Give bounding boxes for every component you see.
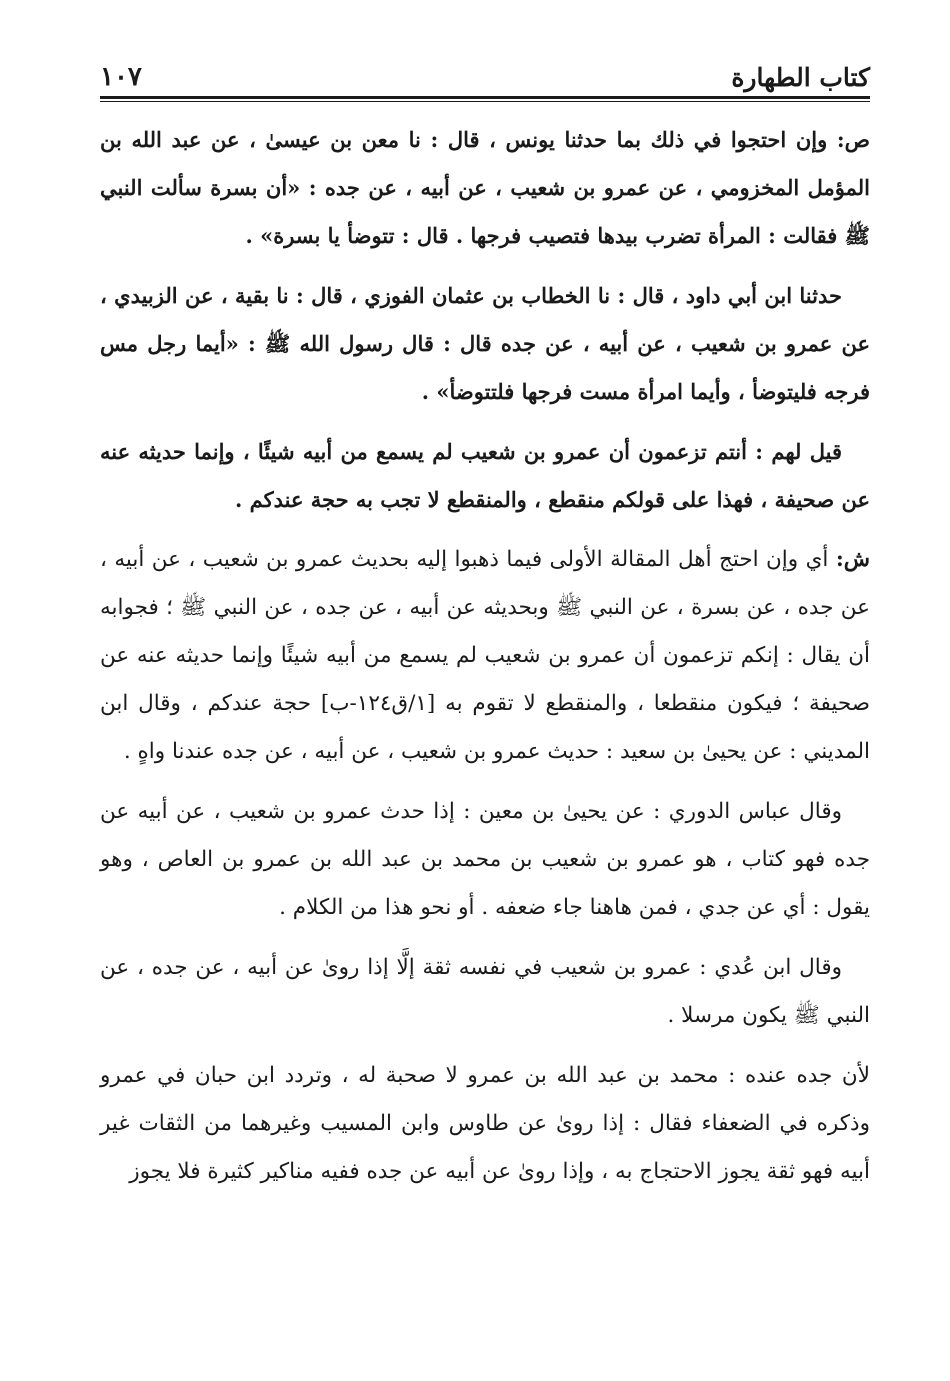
book-page — [100, 48, 870, 1208]
paragraph-sharh-3 — [100, 944, 870, 1040]
paragraph-sharh-1 — [100, 536, 870, 776]
page-header — [100, 48, 870, 99]
sharh-label: ش: — [835, 547, 870, 572]
paragraph-sharh-4 — [100, 1052, 870, 1196]
paragraph-matn-3 — [100, 428, 870, 524]
header-rule — [100, 101, 870, 102]
page-number: ١٠٧ — [100, 62, 142, 92]
paragraph-text: قيل لهم : أنتم تزعمون أن عمرو بن شعيب لم يسمع من أبيه شيئًا ، وإنما حديثه عنه عن صحيفة ، فهذا على قولكم منقطع ، والمنقطع لا تجب به حجة عندكم . — [100, 439, 870, 512]
paragraph-text: أي وإن احتج أهل المقالة الأولى فيما ذهبوا إليه بحديث عمرو بن شعيب ، عن أبيه ، عن جده ، عن بسرة ، عن النبي ﷺ وبحديثه عن أبيه ، عن جده ، عن النبي ﷺ ؛ فجوابه أن يقال : إنكم تزعمون أن عمرو بن شعيب لم يسمع من أبيه شيئًا وإنما حديثه عنه عن صحيفة ؛ فيكون منقطعا ، والمنقطع لا تقوم به [١/ق١٢٤-ب] حجة عندكم ، وقال ابن المديني : عن يحيىٰ بن سعيد : حديث عمرو بن شعيب ، عن أبيه ، عن جده عندنا واهٍ . — [100, 547, 871, 764]
page-body — [100, 116, 870, 1196]
paragraph-matn-2 — [100, 272, 870, 416]
paragraph-text: وقال عباس الدوري : عن يحيىٰ بن معين : إذا حدث عمرو بن شعيب ، عن أبيه عن جده فهو كتاب ، هو عمرو بن شعيب بن محمد بن عبد الله بن عمرو بن العاص ، وهو يقول : أي عن جدي ، فمن هاهنا جاء ضعفه . أو نحو هذا من الكلام . — [100, 799, 870, 920]
matn-label: ص: — [836, 127, 870, 152]
paragraph-text: وإن احتجوا في ذلك بما حدثنا يونس ، قال : نا معن بن عيسىٰ ، عن عبد الله بن المؤمل المخزومي ، عن عمرو بن شعيب ، عن أبيه ، عن جده : «أن بسرة سألت النبي ﷺ فقالت : المرأة تضرب بيدها فتصيب فرجها . قال : تتوضأ يا بسرة» . — [100, 127, 870, 248]
paragraph-matn-1 — [100, 116, 870, 260]
book-title: كتاب الطهارة — [731, 63, 870, 92]
paragraph-text: وقال ابن عُدي : عمرو بن شعيب في نفسه ثقة إلَّا إذا روىٰ عن أبيه ، عن جده ، عن النبي ﷺ يكون مرسلا . — [100, 955, 870, 1028]
paragraph-sharh-2 — [100, 788, 870, 932]
paragraph-text: حدثنا ابن أبي داود ، قال : نا الخطاب بن عثمان الفوزي ، قال : نا بقية ، عن الزبيدي ، عن عمرو بن شعيب ، عن أبيه ، عن جده قال : قال رسول الله ﷺ : «أيما رجل مس فرجه فليتوضأ ، وأيما امرأة مست فرجها فلتتوضأ» . — [100, 283, 870, 404]
paragraph-text: لأن جده عنده : محمد بن عبد الله بن عمرو لا صحبة له ، وتردد ابن حبان في عمرو وذكره في الضعفاء فقال : إذا روىٰ عن طاوس وابن المسيب وغيرهما من الثقات غير أبيه فهو ثقة يجوز الاحتجاج به ، وإذا روىٰ عن أبيه عن جده ففيه مناكير كثيرة فلا يجوز — [100, 1063, 870, 1184]
